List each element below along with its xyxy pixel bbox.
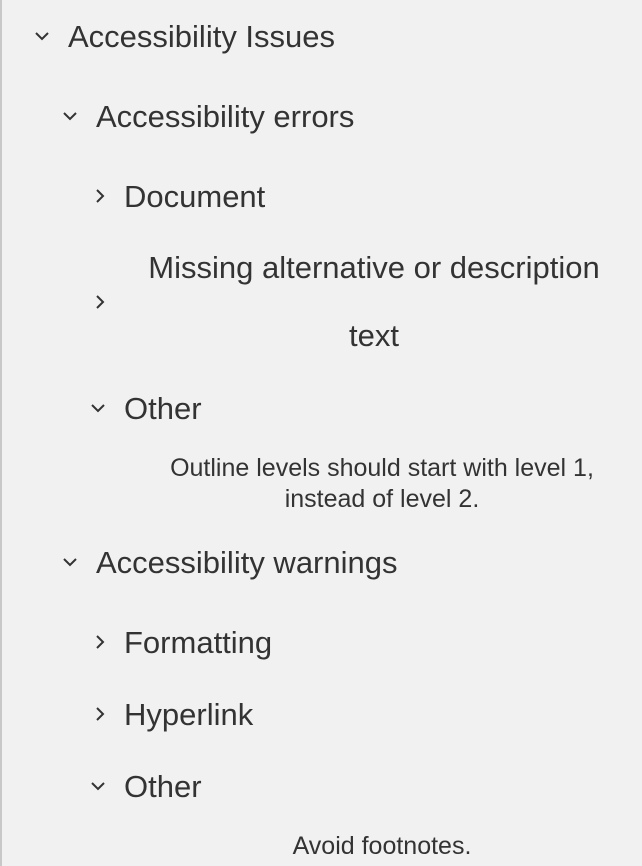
message-line-1: Outline levels should start with level 1,	[170, 454, 594, 482]
tree-warnings-label[interactable]: Accessibility warnings	[96, 545, 398, 580]
chevron-down-icon[interactable]	[32, 26, 52, 46]
tree-errors-document-label[interactable]: Document	[124, 179, 266, 214]
tree-errors-label[interactable]: Accessibility errors	[96, 99, 355, 134]
tree-warnings-other-label[interactable]: Other	[124, 769, 202, 804]
tree-root-label[interactable]: Accessibility Issues	[68, 19, 336, 54]
tree-errors-other-label[interactable]: Other	[124, 391, 202, 426]
chevron-down-icon[interactable]	[88, 776, 108, 796]
missing-alt-line-1: Missing alternative or description	[148, 250, 600, 285]
chevron-down-icon[interactable]	[60, 106, 80, 126]
issue-message-outline-levels[interactable]	[142, 453, 622, 515]
tree-errors-missing-alt-label[interactable]	[124, 234, 624, 370]
issue-message-avoid-footnotes[interactable]: Avoid footnotes.	[292, 832, 472, 860]
chevron-down-icon[interactable]	[88, 398, 108, 418]
chevron-down-icon[interactable]	[60, 552, 80, 572]
message-line-2: instead of level 2.	[284, 485, 480, 513]
chevron-right-icon[interactable]	[90, 186, 110, 206]
chevron-right-icon[interactable]	[90, 704, 110, 724]
missing-alt-line-2: text	[349, 318, 399, 353]
tree-warnings-formatting-label[interactable]: Formatting	[124, 625, 273, 660]
chevron-right-icon[interactable]	[90, 292, 110, 312]
chevron-right-icon[interactable]	[90, 632, 110, 652]
tree-warnings-hyperlink-label[interactable]: Hyperlink	[124, 697, 254, 732]
